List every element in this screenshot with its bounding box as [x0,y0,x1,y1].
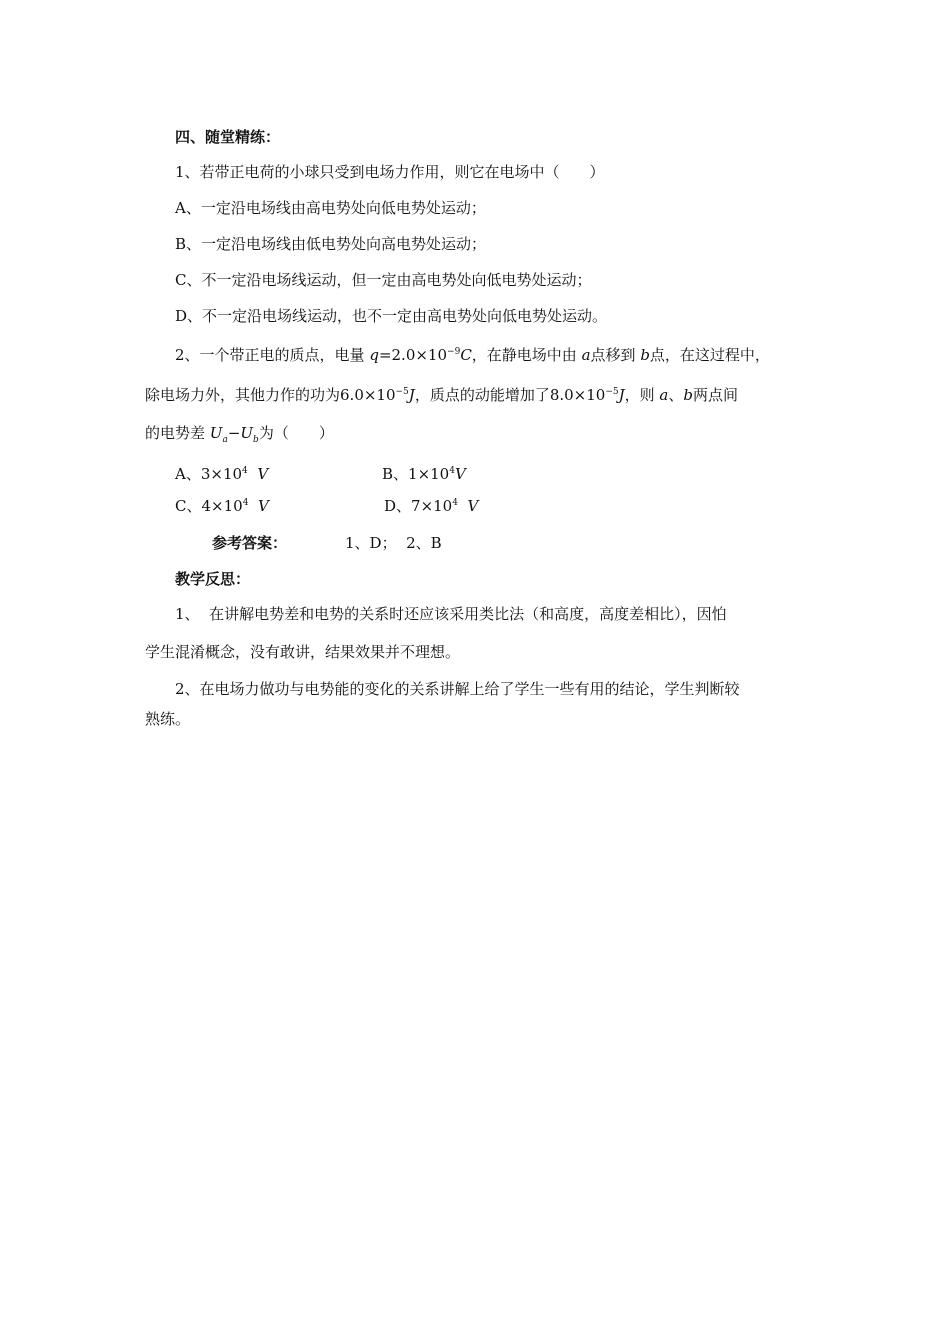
question-2-option-d [384,493,478,516]
var-b: b [683,386,693,404]
text: 为（ ） [258,424,334,442]
text: 除电场力外，其他力作的功为6.0×10 [145,386,396,404]
question-2-line-1 [175,342,770,365]
text: 的电势差 [145,424,210,442]
text: 点移到 [590,346,641,364]
unit: V [257,465,269,483]
question-1-option-b: B、一定沿电场线由低电势处向高电势处运动； [175,235,487,253]
question-1-option-a: A、一定沿电场线由高电势处向低电势处运动； [175,199,486,217]
text: A、3×10 [175,465,243,483]
question-2-line-2 [145,382,738,405]
text: 2、一个带正电的质点，电量 [175,346,370,364]
unit: J [408,386,415,404]
text: ，质点的动能增加了8.0×10 [414,386,606,404]
unit: V [454,465,466,483]
text: ，在静电场中由 [471,346,582,364]
question-2-option-c [175,493,269,516]
text: =2.0×10 [378,346,448,364]
text: 点，在这过程中， [649,346,770,364]
unit: V [257,497,269,515]
var-u: U [240,424,254,442]
var-q: q [369,346,379,364]
question-2-line-3 [145,423,334,450]
answer-text: 1、D； 2、B [345,534,442,552]
reflection-paragraph-1: 1、 在讲解电势差和电势的关系时还应该采用类比法（和高度，高度差相比），因怕 [175,605,727,623]
reflection-paragraph-2: 2、在电场力做功与电势能的变化的关系讲解上给了学生一些有用的结论，学生判断较 [175,680,740,698]
section-title: 四、随堂精练： [175,128,281,146]
text: 两点间 [692,386,738,404]
var-b: b [640,346,650,364]
exponent: −9 [447,347,461,357]
question-2-option-b [382,461,466,484]
var-a: a [581,346,591,364]
var-u: U [209,424,223,442]
exponent: 4 [242,466,248,476]
text: 、 [668,386,684,404]
question-1-option-d: D、不一定沿电场线运动，也不一定由高电势处向低电势处运动。 [175,307,608,325]
text: C、4×10 [175,497,243,515]
answer-label: 参考答案： [212,534,288,552]
exponent: −5 [395,387,409,397]
exponent: −5 [605,387,619,397]
question-1-option-c: C、不一定沿电场线运动，但一定由高电势处向低电势处运动； [175,271,592,289]
text: ，则 [624,386,660,404]
reflection-paragraph-2-cont: 熟练。 [145,710,191,728]
subscript: b [253,435,259,445]
subscript: a [222,435,228,445]
reflection-title: 教学反思： [175,570,251,588]
text: − [227,424,241,442]
text: B、1×10 [382,465,450,483]
unit: V [467,497,479,515]
var-a: a [659,386,669,404]
exponent: 4 [452,498,458,508]
question-1-stem: 1、若带正电荷的小球只受到电场力作用，则它在电场中（ ） [175,163,605,181]
unit: J [618,386,625,404]
unit: C [460,346,472,364]
text: D、7×10 [384,497,453,515]
reflection-paragraph-1-cont: 学生混淆概念，没有敢讲，结果效果并不理想。 [145,643,461,661]
exponent: 4 [242,498,249,508]
exponent: 4 [449,466,455,476]
question-2-option-a [175,461,268,484]
